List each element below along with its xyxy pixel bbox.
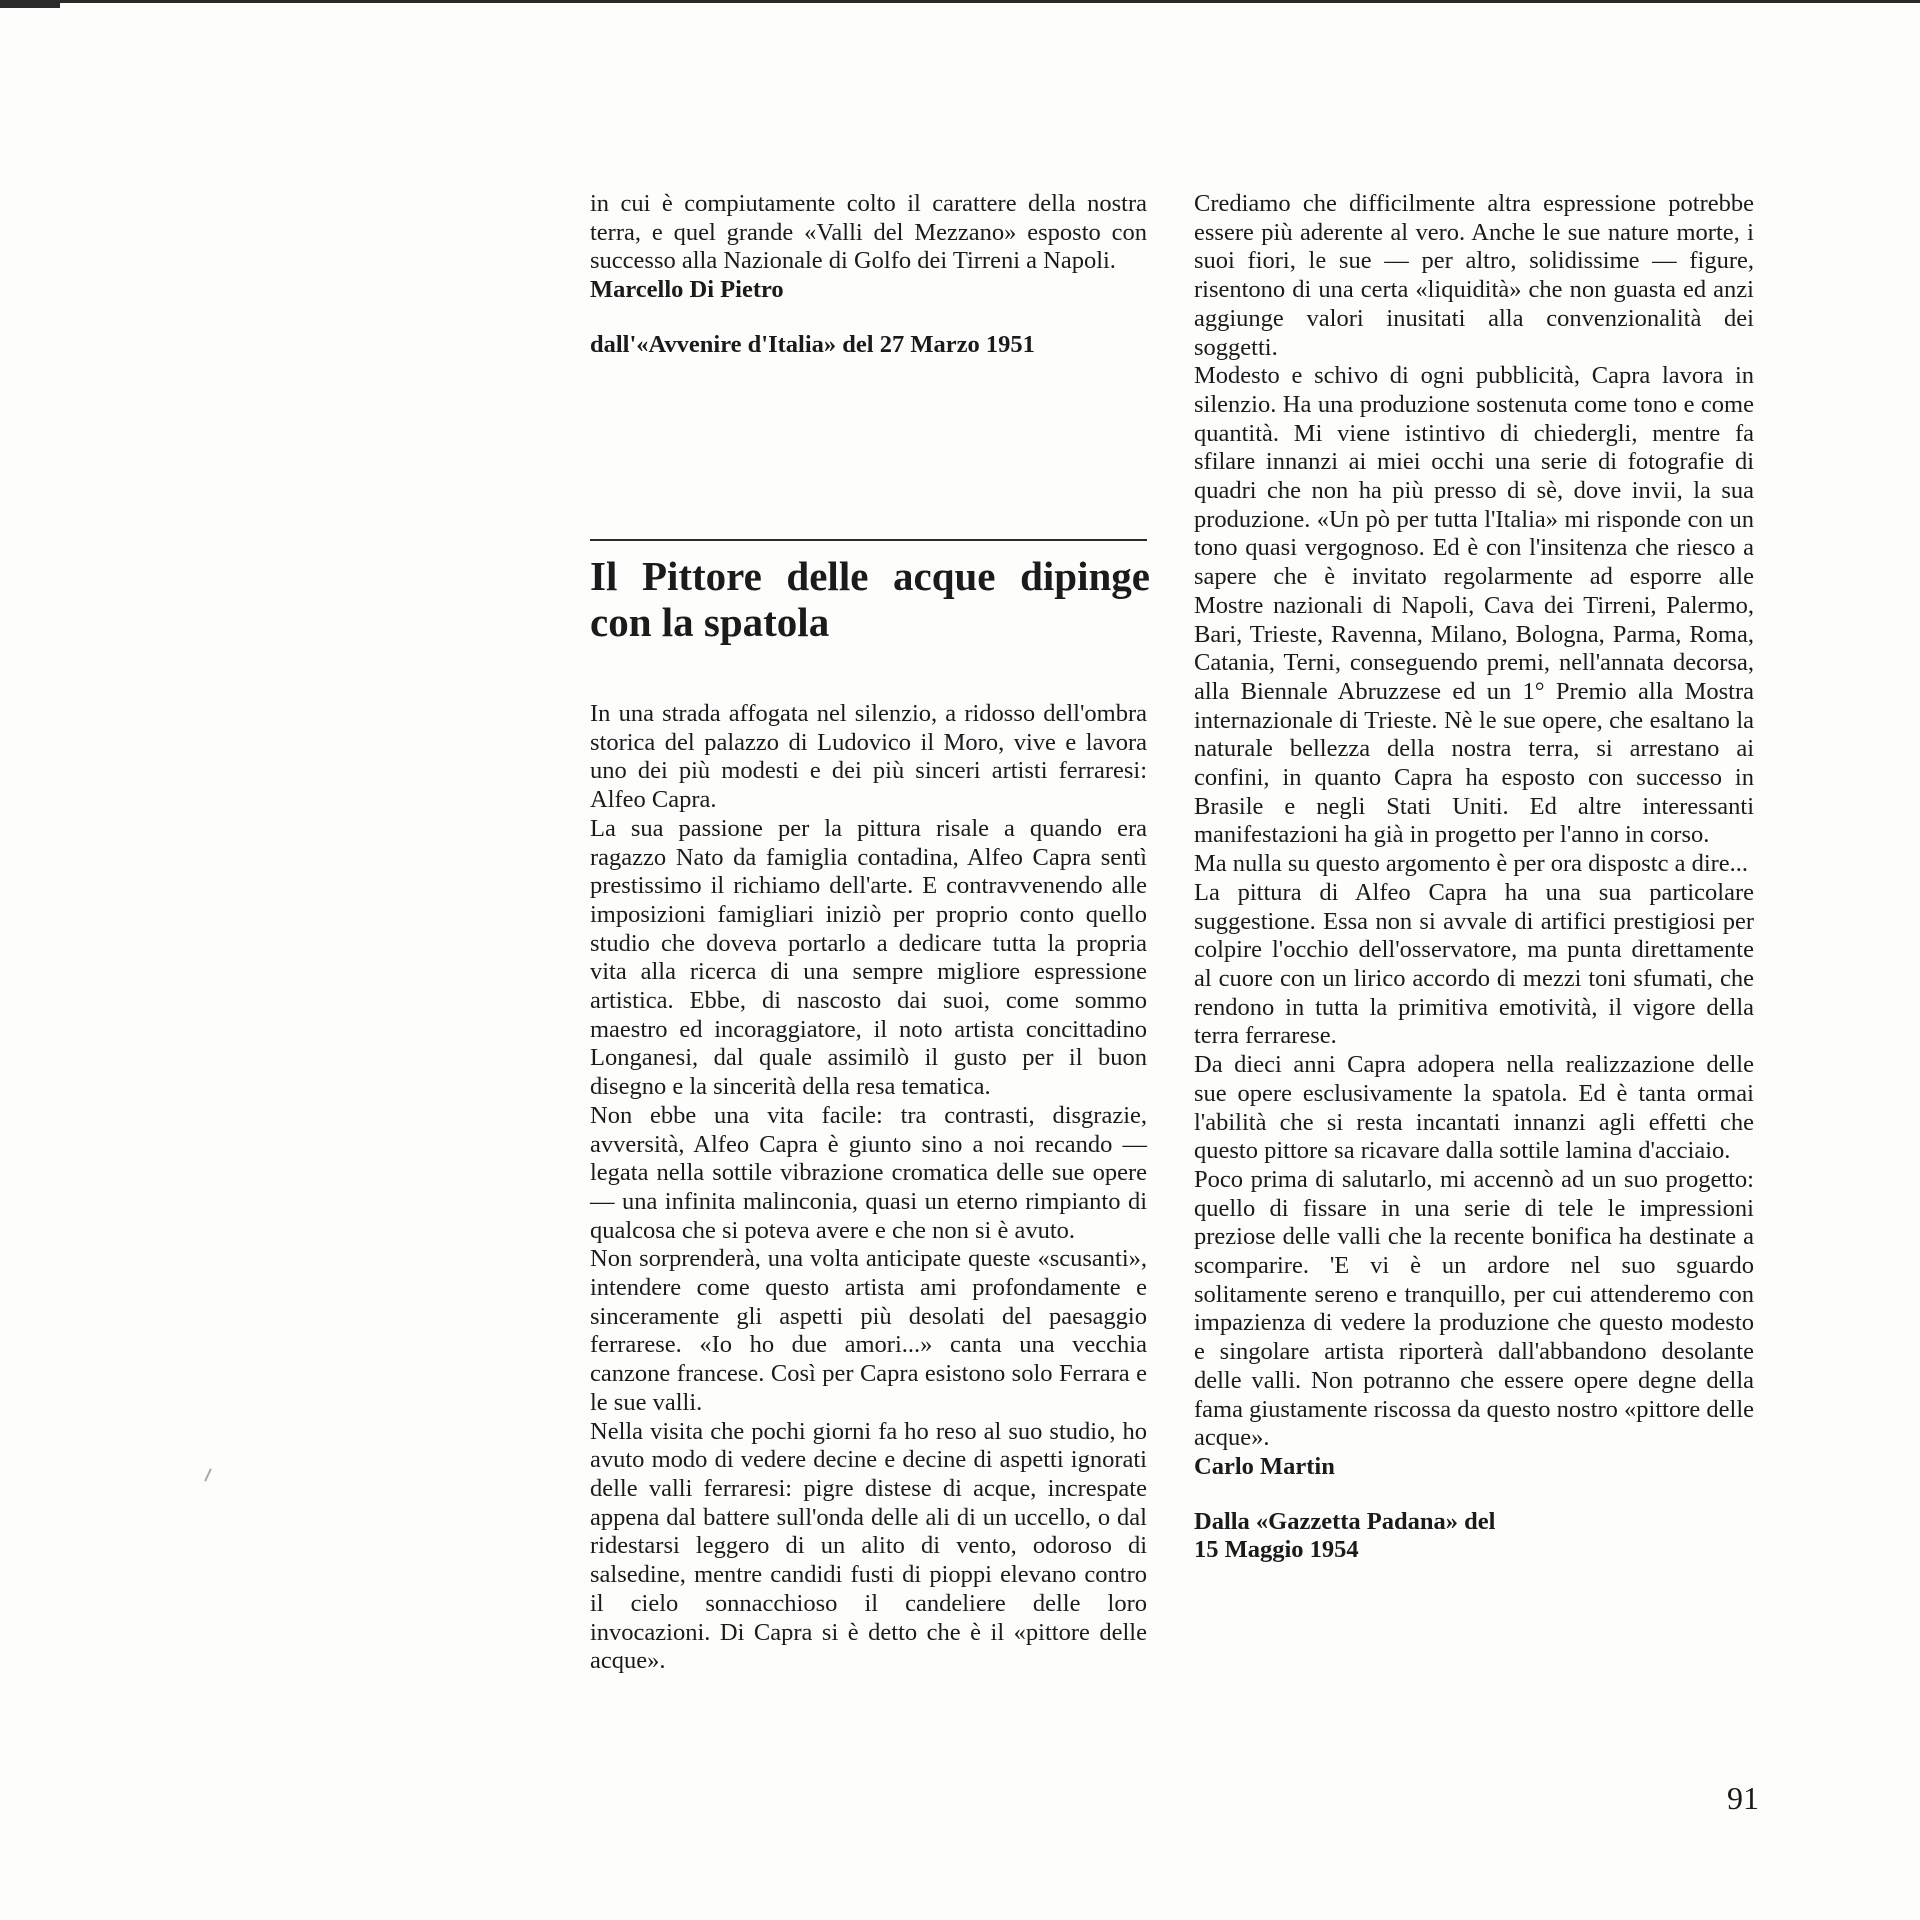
article-paragraph: La pittura di Alfeo Capra ha una sua particolare suggestione. Essa non si avvale di artifici prestigiosi per colpire l'occhio dell'osservatore, ma punta direttamente al cuore con un lirico accordo di mezzi toni sfumati, che rendono in tutta la primitiva emotività, il vigore della terra ferrarese. bbox=[1194, 878, 1754, 1050]
article-body-right bbox=[1194, 190, 1754, 1565]
article-separator-rule bbox=[590, 539, 1147, 541]
scan-speck bbox=[204, 1468, 212, 1482]
article-paragraph: Non sorprenderà, una volta anticipate queste «scusanti», intendere come questo artista ami profondamente e sinceramente gli aspetti più desolati del paesaggio ferrarese. «Io ho due amori...» canta una vecchia canzone francese. Così per Capra esistono solo Ferrara e le sue valli. bbox=[590, 1245, 1147, 1416]
page-corner-mark bbox=[0, 0, 60, 8]
article-paragraph: Non ebbe una vita facile: tra contrasti, disgrazie, avversità, Alfeo Capra è giunto sino a noi recando — legata nella sottile vibrazione cromatica delle sue opere — una infinita malinconia, quasi un eterno rimpianto di qualcosa che si poteva avere e che non si è avuto. bbox=[590, 1101, 1147, 1244]
article-paragraph: Poco prima di salutarlo, mi accennò ad un suo progetto: quello di fissare in una serie di tele le impressioni preziose delle valli che la recente bonifica ha destinate a scomparire. 'E vi è un ardore nel suo sguardo solitamente sereno e tranquillo, per cui attenderemo con impazienza di vedere la produzione che questo modesto e singolare artista riporterà dall'abbandono desolante delle valli. Non potranno che essere opere degne della fama giustamente riscossa da questo nostro «pittore delle acque». bbox=[1194, 1165, 1754, 1452]
article-headline: Il Pittore delle acque dipinge con la spatola bbox=[590, 553, 1150, 645]
previous-article-source: dall'«Avvenire d'Italia» del 27 Marzo 1951 bbox=[590, 330, 1035, 358]
page-top-edge bbox=[0, 0, 1920, 3]
previous-article-continuation: in cui è compiutamente colto il carattere della nostra terra, e quel grande «Valli del Mezzano» esposto con successo alla Nazionale di Golfo dei Tirreni a Napoli. bbox=[590, 190, 1147, 275]
article-paragraph: Ma nulla su questo argomento è per ora dispostc a dire... bbox=[1194, 850, 1749, 878]
article-paragraph: Da dieci anni Capra adopera nella realizzazione delle sue opere esclusivamente la spatola. Ed è tanta ormai l'abilità che si resta incantati innanzi agli effetti che questo pittore sa ricavare dalla sottile lamina d'acciaio. bbox=[1194, 1051, 1754, 1165]
article-paragraph: Nella visita che pochi giorni fa ho reso al suo studio, ho avuto modo di vedere decine e decine di aspetti ignorati delle valli ferraresi: pigre distese di acque, increspate appena dal battere sull'onda delle ali di un uccello, o dal ridestarsi leggero di un alito di vento, odoroso di salsedine, mentre candidi fusti di pioppi elevano contro il cielo sonnacchioso il candeliere delle loro invocazioni. Di Capra si è detto che è il «pittore delle acque». bbox=[590, 1417, 1147, 1675]
article-signature: Carlo Martin bbox=[1194, 1452, 1335, 1480]
article-paragraph: Modesto e schivo di ogni pubblicità, Capra lavora in silenzio. Ha una produzione sostenuta come tono e come quantità. Mi viene istintivo di chiedergli, mentre fa sfilare innanzi ai miei occhi una serie di fotografie di quadri che non ha più presso di sè, dove invii, la sua produzione. «Un pò per tutta l'Italia» mi risponde con un tono quasi vergognoso. Ed è con l'insitenza che riesco a sapere che è invitato regolarmente ad esporre alle Mostre nazionali di Napoli, Cava dei Tirreni, Palermo, Bari, Trieste, Ravenna, Milano, Bologna, Parma, Roma, Catania, Terni, conseguendo premi, nell'annata decorsa, alla Biennale Abruzzese ed un 1° Premio alla Mostra internazionale di Trieste. Nè le sue opere, che esaltano la naturale bellezza della nostra terra, si arrestano ai confini, in quanto Capra ha esposto con successo in Brasile e negli Stati Uniti. Ed altre interessanti manifestazioni ha già in progetto per l'anno in corso. bbox=[1194, 362, 1754, 849]
previous-article-signature: Marcello Di Pietro bbox=[590, 276, 784, 304]
page-number: 91 bbox=[1727, 1780, 1759, 1816]
article-body-left bbox=[590, 700, 1147, 1676]
article-paragraph: In una strada affogata nel silenzio, a ridosso dell'ombra storica del palazzo di Ludovico il Moro, vive e lavora uno dei più modesti e dei più sinceri artisti ferraresi: Alfeo Capra. bbox=[590, 700, 1147, 814]
article-source-date: 15 Maggio 1954 bbox=[1194, 1536, 1359, 1564]
article-paragraph: La sua passione per la pittura risale a quando era ragazzo Nato da famiglia contadina, Alfeo Capra sentì prestissimo il richiamo dell'arte. E contravvenendo alle imposizioni famigliari iniziò per proprio conto quello studio che doveva portarlo a dedicare tutta la propria vita alla ricerca di una sempre migliore espressione artistica. Ebbe, di nascosto dai suoi, come sommo maestro ed incoraggiatore, il noto artista concittadino Longanesi, dal quale assimilò il gusto per il buon disegno e la sincerità della resa tematica. bbox=[590, 814, 1147, 1101]
article-source-line: Dalla «Gazzetta Padana» del bbox=[1194, 1507, 1496, 1535]
article-paragraph: Crediamo che difficilmente altra espressione potrebbe essere più aderente al vero. Anche le sue nature morte, i suoi fiori, le sue — per altro, solidissime — figure, risentono di una certa «liquidità» che non guasta ed anzi aggiunge valori inusitati alla convenzionalità dei soggetti. bbox=[1194, 190, 1754, 361]
left-column bbox=[590, 190, 1147, 360]
